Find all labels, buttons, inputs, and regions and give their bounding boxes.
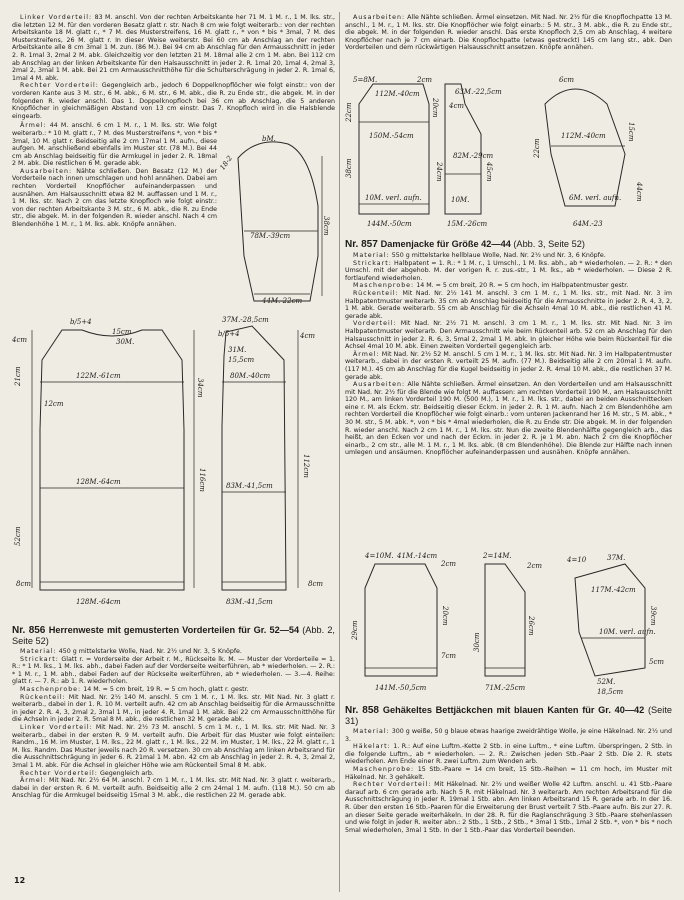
paragraph-label: Maschenprobe: <box>353 765 415 773</box>
paragraph-label: Häkelart: <box>353 743 391 751</box>
paragraph <box>12 648 335 656</box>
857-dim-11: 45cm <box>485 162 493 182</box>
857-dim-8: 82M.-29cm <box>453 152 494 160</box>
858-dim-8: 2cm <box>527 562 543 570</box>
858-dim-11: 71M.-25cm <box>485 684 526 692</box>
857-dim-10: 24cm <box>435 162 443 182</box>
sleeve-dim-18-2: 18-2 <box>218 154 235 172</box>
back-dim-116cm: 116cm <box>198 468 206 492</box>
paragraph-label: Strickart: <box>353 259 392 267</box>
858-dim-16: 10M. verl. aufn. <box>599 628 656 636</box>
paragraph-text: 83 M. anschl. Von der rechten Arbeitskante her 71 M. 1 M. r., 1 M. lks. str., die letzten 12 M. für den vorderen Besatz glatt r. str. Nach 8 cm wie folgt weiterarb.: von der rechten Arbeitskante 18 M. glatt r., * 7 M. des Musterstreifens, 16 M. glatt r., * von * bis * 3mal, 7 M. des Musterstreifens, 26 M. glatt r. In dieser Weise weiterstr. Bei 60 cm ab Anschlag an der rechten Arbeitskante alle 8 cm 3mal 1 M. zun. (86 M.). Bei 94 cm ab Anschlag für den Armausschnitt in jeder 2. R. 1mal 3, 2mal 2 M. abk. Gleichzeitig vor den letzten 21 M. 18mal alle 2 cm 1 M. abn. Bei 112 cm ab Anschlag an der linken Arbeitskante für den Halsausschnitt in jeder 2. R. 1mal 20, 1mal 4, 2mal 3, 2mal 2, 3mal 1 M. abk. Bei 21 cm Armausschnitthöhe für die Schulterschrägung in jeder 2. R. 1mal 6, 1mal 4 M. abk. <box>12 14 335 82</box>
858-dim-6: 141M.-50,5cm <box>375 684 427 692</box>
857-dim-0: 5=8M. <box>353 76 378 84</box>
sleeve-dim-width: 78M.-39cm <box>250 232 291 240</box>
page-number: 12 <box>14 876 26 885</box>
paragraph <box>12 122 217 168</box>
paragraph <box>345 351 672 381</box>
858-dim-9: 26cm <box>527 616 535 636</box>
paragraph-text: Mit Häkelnad. Nr. 2½ und weißer Wolle 42 Luftm. anschl. u. 41 Stb.-Paare darauf arb. 6 cm gerade arb. Nach 5 R. mit Häkelnad. Nr. 3 weiterarb. Am rechten Arbeitsrand für die Ausschnittschrägung in jeder R. 19mal 1 Stb. abn. Am linken Arbeitsrand 15 R. gerade arb. In der 16. R. über den ersten 16 Stb.-Paaren für die Erweiterung der Brust verteilt 7 Stb.-Paare aufn. Bis zur 27. R. an dieser Seite gerade weiterhäkeln. In der 28. R. für die Raglanschrägung 3 Stb.-Paare stehenlassen und wie folgt in jeder R. weiter abn.: 2 Stb., 1 Stb., 2 Stb., * 3mal 1 Stb., 1mal 2 Stb. *, von * bis * noch 5mal wiederholen, 3mal 1 Stb. In der 1 Stb.-Paar das Vorderteil beenden. <box>345 781 673 834</box>
paragraph-text: Nähte schließen. Den Besatz (12 M.) der Vorderteile nach innen umschlagen und hohl annähen. Dabei am rechten Vorderteil Knopflöcher aufeinanderpassen und ausnähen. Am Halsausschnitt etwa 82 M. auffassen und 1 M. r., 1 M. lks. str. Nach 2 cm das letzte Knopfloch wie folgt einstr.: von der rechten Arbeitskante 3 M. str., 6 M. abk., die R. zu Ende str., die abgek. M. in der folgenden R. wieder anschl. Nach 4 cm Blendenhöhe 1 M. r., 1 M. lks. abk. Knöpfe annähen. <box>12 167 218 229</box>
858-dim-17: 5cm <box>649 658 665 666</box>
857-dim-12: 10M. verl. aufn. <box>365 194 422 202</box>
front-dim-b5: b/5+4 <box>218 330 240 338</box>
858-dim-13: 37M. <box>607 554 626 562</box>
sleeve-dim-length: 38cm <box>322 216 330 236</box>
column-divider <box>339 12 340 892</box>
paragraph-text: Mit Nad. Nr. 2½ 140 M. anschl. 5 cm 1 M. r., 1 M. lks. str. Mit Nad. Nr. 3 glatt r. weiterarb., dabei in der 1. R. 10 M. verteilt aufn. 42 cm ab Anschlag beidseitig für die Armausschnitte in jeder 2. R. 4, 3, 2mal 2, 3mal 1 M., in jeder 4. R. 1mal 1 M. abk. Bei 22 cm Armausschnitthöhe für die Achseln in jeder 2. R. 5mal 8 M. abk., die restlichen 32 M. gerade abk. <box>12 693 335 724</box>
bedjacket-sketch-858 <box>345 548 673 698</box>
857-dim-2: 112M.-40cm <box>375 90 420 98</box>
article-858 <box>345 702 672 834</box>
sleeve-sketch-856 <box>218 136 330 306</box>
857-dim-14: 15M.-26cm <box>447 220 488 228</box>
sleeve-dim-cuff: 44M.-22cm <box>262 297 303 305</box>
paragraph <box>345 252 672 260</box>
paragraph-text: Mit Nad. Nr. 2½ 64 M. anschl. 7 cm 1 M. r., 1 M. lks. str. Mit Nad. Nr. 3 glatt r. weiterarb., dabei in der ersten R. 6 M. verteilt aufn. Beidseitig alle 2 cm 24mal 1 M. aufn. (118 M.). 50 cm ab Anschlag für die Armkugel beidseitig 15mal 3 M. abk., die restlichen 22 M. gerade abk. <box>12 777 335 800</box>
article-857 <box>345 236 672 457</box>
857-dim-22: 64M.-23 <box>573 220 603 228</box>
front-dim-4cm: 4cm <box>300 332 316 340</box>
article-subtitle: (Abb. 2, Seite 52) <box>12 625 335 646</box>
paragraph-label: Ärmel: <box>20 122 47 130</box>
back-dim-12cm: 12cm <box>44 400 64 408</box>
858-dim-12: 4=10 <box>567 556 587 564</box>
paragraph <box>345 282 672 290</box>
article-number: Nr. 856 <box>12 625 49 636</box>
paragraph <box>12 656 335 686</box>
857-dim-3: 22cm <box>345 102 353 122</box>
article-title: Damenjacke für Größe 42—44 <box>380 239 514 249</box>
article-title: Herrenweste mit gemusterten Vorderteilen für Gr. 52—54 <box>48 625 303 635</box>
back-dim-b5: b/5+4 <box>70 318 92 326</box>
front-dim-width-top: 37M.-28,5cm <box>222 316 269 324</box>
front-dim-waist: 83M.-41,5cm <box>226 482 273 490</box>
paragraph-label: Maschenprobe: <box>20 685 82 693</box>
paragraph-text: Alle Nähte schließen. Ärmel einsetzen. Mit Nad. Nr. 2½ für die Knopflochpatte 13 M. anschl., 1 M. r., 1 M. lks. str. Die Knopflöcher wie folgt einarb.: 5 M. str., 3 M. abk., die R. zu Ende str., die abgek. M. in der folgenden R. wieder anschl. Das erste Knopfloch 2,5 cm ab Anschlag, 4 weitere Knopflöcher nach je 7 cm einarb. Die Knopflochpatte (etwas gestreckt) 145 cm lang str., abk. Den Vorderteilen und dem rückwärtigen Halsausschnitt ansetzen. Knöpfe annähen. <box>345 14 672 52</box>
front-dim-15-5cm: 15,5cm <box>228 356 255 364</box>
back-dim-52cm: 52cm <box>14 526 22 546</box>
back-dim-15cm: 15cm <box>112 328 132 336</box>
paragraph-label: Linker Vorderteil: <box>20 14 93 21</box>
paragraph-text: 14 M. = 5 cm breit, 20 R. = 5 cm hoch, im Halbpatentmuster gestr. <box>414 282 629 290</box>
left-narrow-text <box>12 122 217 228</box>
paragraph-label: Material: <box>353 728 390 735</box>
paragraph-label: Material: <box>20 648 57 655</box>
paragraph-label: Rückenteil: <box>20 693 66 701</box>
857-dim-18: 15cm <box>627 122 635 142</box>
858-dim-3: 20cm <box>441 606 449 626</box>
paragraph-label: Ausarbeiten: <box>353 14 406 21</box>
right-top-text <box>345 14 672 52</box>
back-dim-30m: 30M. <box>116 338 135 346</box>
front-dim-31m: 31M. <box>228 346 247 354</box>
paragraph <box>12 724 335 770</box>
paragraph <box>345 728 672 743</box>
paragraph-text: Mit Nad. Nr. 2½ 141 M. anschl. 3 cm 1 M. r., 1 M. lks. str., mit Nad. Nr. 3 im Halbpatentmuster weiterarb. 35 cm ab Anschlag beidseitig für die Armausschnitte in jeder 2. R. 4, 3, 2, 1 M. abk. Gerade weiterarb. 55 cm ab Anschlag für die Achseln 4mal 10 M. abk., die restlichen 41 M. gerade abk. <box>345 289 672 320</box>
858-dim-4: 29cm <box>351 620 359 640</box>
article-number: Nr. 858 <box>345 705 383 716</box>
857-dim-5: 4cm <box>449 102 465 110</box>
857-dim-19: 22cm <box>533 138 541 158</box>
paragraph-label: Ärmel: <box>20 777 47 785</box>
paragraph-text: 300 g weiße, 50 g blaue etwas haarige zweidrähtige Wolle, je eine Häkelnad. Nr. 2½ und 3. <box>345 728 672 743</box>
paragraph-text: Gegengleich arb. <box>97 769 154 777</box>
front-dim-chest: 80M.-40cm <box>230 372 271 380</box>
857-dim-4: 20cm <box>431 98 439 118</box>
paragraph <box>12 777 335 800</box>
858-dim-7: 2=14M. <box>483 552 512 560</box>
paragraph-text: 14 M. = 5 cm breit, 19 R. = 5 cm hoch, glatt r. gestr. <box>81 685 249 693</box>
back-dim-34cm: 34cm <box>196 378 204 398</box>
857-dim-16: 6cm <box>559 76 575 84</box>
paragraph-text: 1. R.: Auf eine Luftm.-Kette 2 Stb. in eine Luftm., * eine Luftm. überspringen, 2 Stb. in die folgende Luftm., ab * wiederholen. — 2. R.: Zwischen jeden Stb.-Paar 2 Stb. Die 2. R. stets wiederholen. Am Ende einer R. zwei Luftm. zum Wenden arb. <box>345 743 672 766</box>
paragraph-text: 44 M. anschl. 6 cm 1 M. r., 1 M. lks. str. Wie folgt weiterarb.: * 10 M. glatt r., 7 M. des Musterstreifens *, von * bis * 3mal, 10 M. glatt r. Beidseitig alle 2 cm 17mal 1 M. aufn., diese aufgen. M. anschließend ebenfalls im Muster str. (78 M.). Bei 44 cm ab Anschlag beidseitig für die Armkugel in jeder 2. R. 18mal 2 M. abk. Die restlichen 6 M. gerade abk. <box>12 122 217 168</box>
front-dim-hem: 83M.-41,5cm <box>226 598 273 606</box>
paragraph <box>12 14 335 82</box>
back-sketch-856 <box>12 320 212 610</box>
paragraph-label: Rückenteil: <box>353 289 399 297</box>
857-dim-15: 10M. <box>451 196 470 204</box>
paragraph <box>345 14 672 52</box>
858-dim-10: 30cm <box>473 632 481 652</box>
857-dim-21: 6M. verl. aufn. <box>569 194 622 202</box>
858-dim-5: 7cm <box>441 652 457 660</box>
paragraph-label: Material: <box>353 252 390 259</box>
paragraph <box>345 766 672 781</box>
article-subtitle: (Seite 31) <box>345 705 672 726</box>
paragraph-label: Vorderteil: <box>353 320 397 328</box>
article-subtitle: (Abb. 3, Seite 52) <box>513 239 585 249</box>
858-dim-15: 39cm <box>649 606 657 626</box>
paragraph-text: Glatt r. = Vorderseite der Arbeit r. M., Rückseite lk. M. — Muster der Vorderteile = 1. R.: * 1 M. lks., 1 M. lks. abh., dabei Faden auf der Vorderseite weiterführen, ab * wiederholen. — 2. R.: * 1 M. r., 1 M. abh., dabei Faden auf der Rückseite weiterführen, ab * wiederholen. — 3.—4. Reihe: glatt r. — 7. R.: ab 1. R. wiederholen. <box>12 655 335 686</box>
article-heading <box>12 625 335 646</box>
858-dim-2: 2cm <box>441 560 457 568</box>
858-dim-19: 18,5cm <box>597 688 624 696</box>
paragraph <box>345 381 672 457</box>
paragraph-text: Halbpatent = 1. R.: * 1 M. r., 1 Umschl., 1 M. lks. abh., ab * wiederholen. — 2. R.: * den Umschl. mit der abgehob. M. der vorigen R. r. zus.-str., 1 M. lks., ab * wiederholen. — Diese 2 R. fortlaufend wiederholen. <box>345 259 672 282</box>
858-dim-18: 52M. <box>597 678 616 686</box>
paragraph-label: Rechter Vorderteil: <box>20 769 98 777</box>
857-dim-7: 63M.-22,5cm <box>455 88 502 96</box>
paragraph-text: Mit Nad. Nr. 2½ 73 M. anschl. 5 cm 1 M. r., 1 M. lks. str. Mit Nad. Nr. 3 weiterarb., dabei in der ersten R. 9 M. verteilt aufn. Die Arbeit für das Muster wie folgt einteilen: Randm., 16 M. im Muster, 1 M. lks., 22 M. glatt r., 1 M. lks., 22 M. im Muster, 1 M. lks., 22 M. glatt r., 1 M. lks. Randm. Das Muster jeweils nach 20 R. versetzen. 30 cm ab Anschlag am linken Arbeitsrand für die Ausschnittschrägung in jeder 6. R. 21mal 1 M. abn. 42 cm ab Anschlag in jeder 2. R. 4, 3, 2mal 2, 3mal 1 M. abk. Für die Achsel in gleicher Höhe wie am Rückenteil 5mal 8 M. abk. <box>12 723 335 769</box>
front-sketch-856 <box>212 316 332 610</box>
sleeve-dim-bm: bM. <box>262 135 276 143</box>
857-dim-6: 150M.-54cm <box>369 132 414 140</box>
paragraph-text: 15 Stb.-Paare = 14 cm breit, 15 Stb.-Reihen = 11 cm hoch, im Muster mit Häkelnad. Nr. 3 gehäkelt. <box>345 765 672 781</box>
paragraph <box>345 781 672 834</box>
paragraph-text: 550 g mittelstarke hellblaue Wolle, Nad. Nr. 2½ und Nr. 3, 6 Knöpfe. <box>389 252 606 259</box>
paragraph <box>345 743 672 766</box>
857-dim-9: 38cm <box>345 158 353 178</box>
back-dim-8cm: 8cm <box>16 580 32 588</box>
jacket-sketch-857 <box>345 74 673 230</box>
857-dim-13: 144M.-50cm <box>367 220 412 228</box>
paragraph-label: Ausarbeiten: <box>353 381 406 389</box>
paragraph <box>345 290 672 320</box>
858-dim-1: 41M.-14cm <box>397 552 438 560</box>
paragraph-text: Mit Nad. Nr. 2½ 52 M. anschl. 5 cm 1 M. r., 1 M. lks. str. Mit Nad. Nr. 3 im Halbpatentmuster weiterarb., dabei in der ersten R. verteilt 25 M. aufn. (77 M.). Beidseitig alle 2 cm 20mal 1 M. aufn. (117 M.). 45 cm ab Anschlag für die Kugel beidseitig in jeder 2. R. 4mal 10 M. abk., die restlichen 37 M. gerade abk. <box>345 350 672 381</box>
paragraph-label: Linker Vorderteil: <box>20 723 93 731</box>
article-number: Nr. 857 <box>345 239 381 250</box>
article-heading <box>345 705 672 726</box>
paragraph <box>12 694 335 724</box>
article-heading <box>345 239 672 250</box>
paragraph-label: Maschenprobe: <box>353 282 415 290</box>
paragraph-text: Alle Nähte schließen. Ärmel einsetzen. An den Vorderteilen und am Halsausschnitt mit Nad. Nr. 2½ für die Blende wie folgt M. auffassen: am rechten Vorderteil 190 M., am Halsausschnitt 120 M., am linken Vorderteil 190 M. (500 M.), 1 M. r., 1 M. lks. str., dabei an beiden Ausschnittecken eine r. M. als Eckm. str. Beidseitig dieser Eckm. in jeder 2. R. 1 M. aufn. Nach 2 cm Blendenhöhe am rechten Vorderteil die Knopflöcher wie folgt einarb.: vom unteren Jackenrand her 16 M. str., 5 M. abk., * 30 M. str., 5 M. abk. *, von * bis * 4mal wiederholen, die R. zu Ende str. Die abgek. M. in der folgenden R. wieder anschl. Nach 2 cm 1 M. r., 1 M. lks. str. Nun die zweite Blendenhälfte gegengleich arb., das heißt, an den Ecken vor und nach der Eckm. in jeder 2. R. je 1 M. abn. Nach 2 cm die Knopflöcher einarb., 2 cm str., alle M. 1 M. r., 1 M. lks. abk. (8 cm Blendenhöhe). Die Blende zur Hälfte nach innen umlegen und ansäumen. Knopflöcher aufeinanderpassen und ausnähen. Knöpfe annähen. <box>345 381 672 457</box>
857-dim-1: 2cm <box>417 76 433 84</box>
paragraph-label: Strickart: <box>20 655 59 663</box>
paragraph-label: Rechter Vorderteil: <box>20 82 99 90</box>
paragraph-label: Rechter Vorderteil: <box>353 781 432 789</box>
858-dim-14: 117M.-42cm <box>591 586 636 594</box>
paragraph <box>12 82 335 120</box>
paragraph <box>12 168 217 229</box>
paragraph <box>12 770 335 778</box>
paragraph <box>12 686 335 694</box>
back-dim-waist: 128M.-64cm <box>76 478 121 486</box>
paragraph <box>345 260 672 283</box>
back-dim-hem: 128M.-64cm <box>76 598 121 606</box>
front-dim-112cm: 112cm <box>302 454 310 478</box>
paragraph <box>345 320 672 350</box>
858-dim-0: 4=10M. <box>365 552 394 560</box>
paragraph-text: Mit Nad. Nr. 2½ 71 M. anschl. 3 cm 1 M. r., 1 M. lks. str. Mit Nad. Nr. 3 im Halbpatentmuster weiterarb. Den Armausschnitt wie beim Rückenteil arb. 52 cm ab Anschlag für den Halsausschnitt in jeder 2. R. 6, 3, 5mal 2, 2mal 1 M. abk. In gleicher Höhe wie beim Rückenteil für die Achsel 4mal 10 M. abk. Einen zweiten Vorderteil gegengleich arb. <box>345 320 672 351</box>
article-title: Gehäkeltes Bettjäckchen mit blauen Kanten für Gr. 40—42 <box>382 705 648 715</box>
article-856 <box>12 622 335 800</box>
paragraph-label: Ärmel: <box>353 350 380 358</box>
left-intro-text <box>12 14 335 120</box>
857-dim-20: 44cm <box>635 182 643 202</box>
back-dim-21cm: 21cm <box>14 366 22 386</box>
paragraph-text: Gegengleich arb., jedoch 6 Doppelknopflöcher wie folgt einstr.: von der vorderen Kante aus 3 M. str., 6 M. abk., 6 M. str., 6 M. abk., die R. zu Ende str., die abgek. M. in der folgenden R. wieder anschl. Das 1. Doppelknopfloch bei 36 cm ab Anschlag, die 5 anderen Knopflöcher in gleichmäßigen Abstand von 13 cm einstr. Das 7. Knopfloch wird in die Halsblende eingearb. <box>12 82 335 120</box>
back-dim-4cm: 4cm <box>12 336 28 344</box>
857-dim-17: 112M.-40cm <box>561 132 606 140</box>
paragraph-text: 450 g mittelstarke Wolle, Nad. Nr. 2½ und Nr. 3, 5 Knöpfe. <box>56 648 242 655</box>
back-dim-chest: 122M.-61cm <box>76 372 121 380</box>
front-dim-8cm: 8cm <box>308 580 324 588</box>
paragraph-label: Ausarbeiten: <box>20 167 73 175</box>
